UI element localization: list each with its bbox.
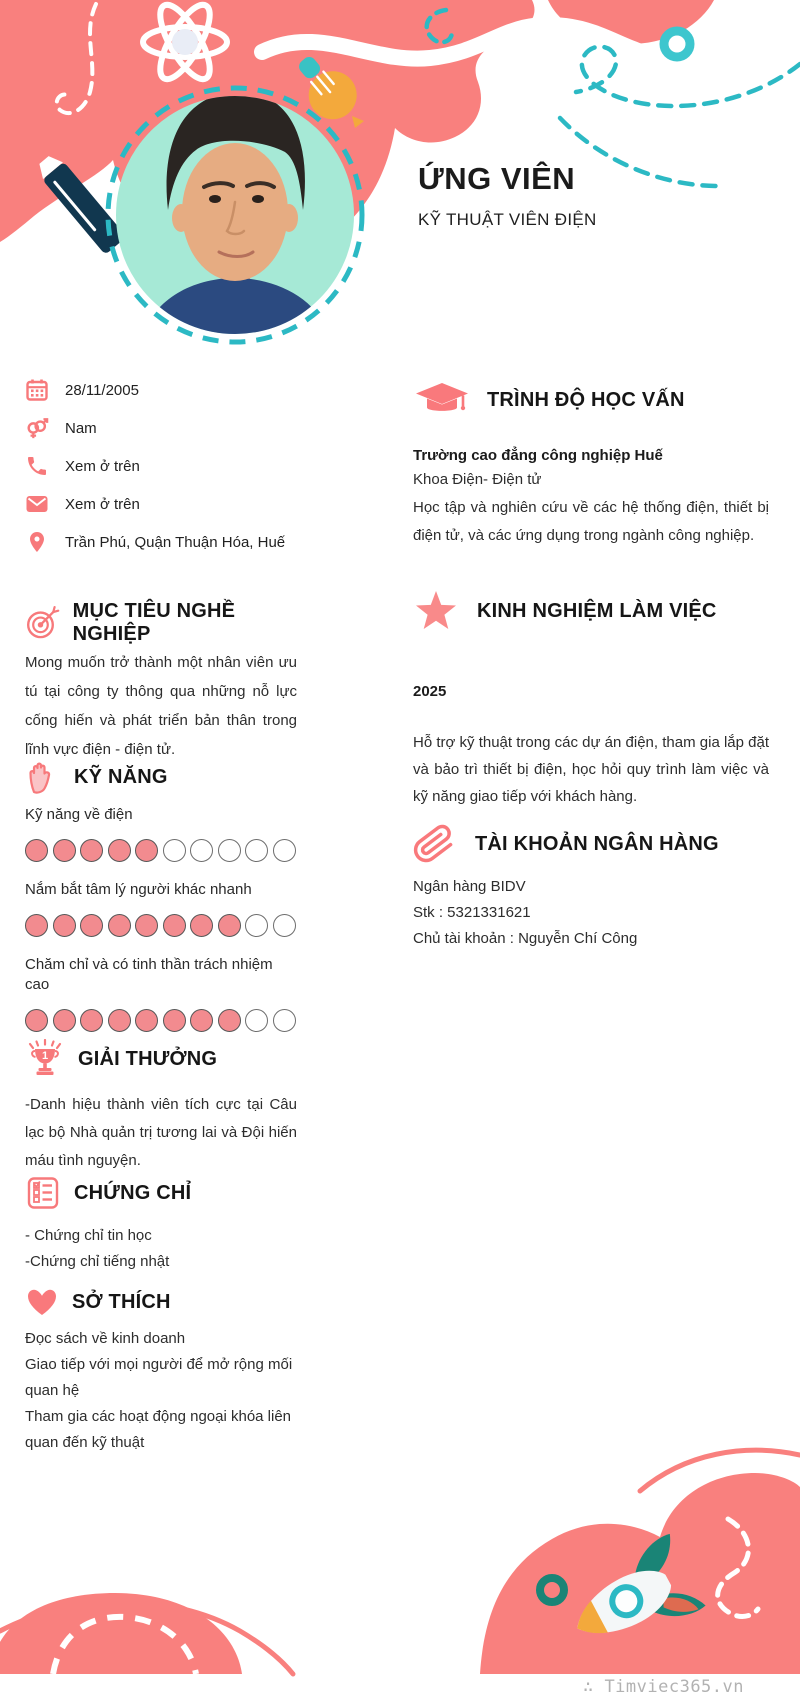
skill-dots [25, 914, 297, 937]
experience-section [413, 589, 769, 810]
hobby-item: Tham gia các hoạt động ngoại khóa liên quan đến kỹ thuật [25, 1408, 292, 1451]
skill-dot-empty [163, 839, 186, 862]
skill-label: Kỹ năng về điện [25, 806, 133, 823]
gender-value: Nam [65, 419, 97, 437]
trophy-icon [25, 1039, 65, 1079]
address-value: Trần Phú, Quận Thuận Hóa, Huế [65, 533, 286, 551]
info-row-address [25, 530, 297, 554]
awards-text: -Danh hiệu thành viên tích cực tại Câu lạc bộ Nhà quản trị tương lai và Đội hiến máu tình nguyện. [25, 1096, 297, 1169]
candidate-name: ỨNG VIÊN [418, 161, 576, 196]
education-section [413, 380, 769, 550]
phone-icon [25, 454, 49, 478]
skill-dot-filled [53, 839, 76, 862]
skills-heading: KỸ NĂNG [74, 765, 168, 788]
skill-dot-filled [163, 1009, 186, 1032]
info-row-email [25, 492, 297, 516]
bank-heading: TÀI KHOẢN NGÂN HÀNG [475, 832, 719, 855]
personal-info-section [25, 378, 297, 568]
skill-dot-filled [53, 914, 76, 937]
certificates-heading: CHỨNG CHỈ [74, 1181, 192, 1204]
skill-dot-filled [53, 1009, 76, 1032]
skill-label: Nắm bắt tâm lý người khác nhanh [25, 881, 252, 898]
bank-name: Ngân hàng BIDV [413, 878, 526, 895]
heart-icon [25, 1285, 59, 1319]
email-icon [25, 492, 49, 516]
location-icon [25, 530, 49, 554]
gender-icon [25, 416, 49, 440]
hobby-item: Đọc sách về kinh doanh [25, 1330, 186, 1347]
checklist-icon [25, 1175, 61, 1211]
skill-dot-filled [80, 914, 103, 937]
skill-dot-filled [25, 1009, 48, 1032]
graduation-cap-icon [413, 380, 471, 420]
star-icon [413, 589, 459, 633]
calendar-icon [25, 378, 49, 402]
info-row-gender [25, 416, 297, 440]
certificate-item: -Chứng chỉ tiếng nhật [25, 1252, 170, 1270]
footer-dome [0, 1593, 242, 1674]
certificate-item: - Chứng chỉ tin học [25, 1227, 152, 1244]
skill-dots [25, 1009, 297, 1032]
skill-dot-filled [218, 914, 241, 937]
skill-dot-filled [108, 839, 131, 862]
email-value: Xem ở trên [65, 495, 140, 513]
svg-text:1: 1 [41, 1050, 49, 1062]
experience-heading: KINH NGHIỆM LÀM VIỆC [477, 599, 717, 622]
skill-dot-filled [108, 914, 131, 937]
bank-account-holder: Chủ tài khoản : Nguyễn Chí Công [413, 930, 638, 947]
skill-dot-empty [245, 839, 268, 862]
objective-text: Mong muốn trở thành một nhân viên ưu tú tại công ty thông qua những nỗ lực cống hiến và phát triển bản thân trong lĩnh vực điện - điện tử. [25, 654, 297, 758]
education-school: Trường cao đẳng công nghiệp Huế [413, 447, 663, 464]
paperclip-icon [413, 823, 455, 865]
skill-dot-empty [273, 839, 296, 862]
skill-dot-empty [218, 839, 241, 862]
skill-dot-filled [108, 1009, 131, 1032]
birthday-value: 28/11/2005 [65, 381, 139, 399]
education-heading: TRÌNH ĐỘ HỌC VẤN [487, 388, 685, 411]
skill-dot-filled [25, 839, 48, 862]
donut-icon [664, 31, 690, 57]
objective-section [25, 600, 297, 764]
skill-dot-filled [218, 1009, 241, 1032]
skill-dot-empty [273, 914, 296, 937]
candidate-title: KỸ THUẬT VIÊN ĐIỆN [418, 210, 597, 229]
skill-dot-filled [135, 839, 158, 862]
hobby-item: Giao tiếp với mọi người để mở rộng mối quan hệ [25, 1356, 293, 1399]
skills-section [25, 759, 297, 1032]
skill-dot-empty [245, 914, 268, 937]
skill-dot-empty [245, 1009, 268, 1032]
skill-dot-filled [135, 914, 158, 937]
hobbies-heading: SỞ THÍCH [72, 1290, 171, 1313]
education-faculty: Khoa Điện- Điện tử [413, 471, 542, 488]
skill-dot-filled [80, 839, 103, 862]
skill-dot-filled [25, 914, 48, 937]
skill-dot-filled [163, 914, 186, 937]
objective-heading: MỤC TIÊU NGHỀ NGHIỆP [72, 600, 236, 645]
bank-account-number: Stk : 5321331621 [413, 904, 531, 921]
hand-icon [25, 759, 61, 795]
watermark: ∴ Timviec365.vn [582, 1677, 744, 1697]
awards-section [25, 1039, 297, 1175]
skill-dots [25, 839, 297, 862]
header-decoration [0, 0, 800, 352]
info-row-birthday [25, 378, 297, 402]
name-block [418, 162, 597, 230]
target-icon [25, 604, 60, 642]
skill-dot-filled [80, 1009, 103, 1032]
info-row-phone [25, 454, 297, 478]
bank-section [413, 823, 769, 952]
experience-period: 2025 [413, 683, 447, 700]
awards-heading: GIẢI THƯỞNG [78, 1047, 218, 1070]
certificates-section [25, 1175, 297, 1274]
phone-value: Xem ở trên [65, 457, 140, 475]
skill-dot-empty [273, 1009, 296, 1032]
skill-dot-filled [190, 1009, 213, 1032]
experience-description: Hỗ trợ kỹ thuật trong các dự án điện, tham gia lắp đặt và bảo trì thiết bị điện, học hỏi quy trình làm việc và kỹ năng giao tiếp với khách hàng. [413, 734, 769, 805]
footer-decoration [0, 1341, 800, 1701]
education-description: Học tập và nghiên cứu về các hệ thống điện, thiết bị điện tử, và các ứng dụng trong ngành công nghiệp. [413, 499, 769, 544]
skill-dot-filled [190, 914, 213, 937]
skill-label: Chăm chỉ và có tinh thần trách nhiệm cao [25, 956, 273, 993]
skill-dot-filled [135, 1009, 158, 1032]
skill-dot-empty [190, 839, 213, 862]
